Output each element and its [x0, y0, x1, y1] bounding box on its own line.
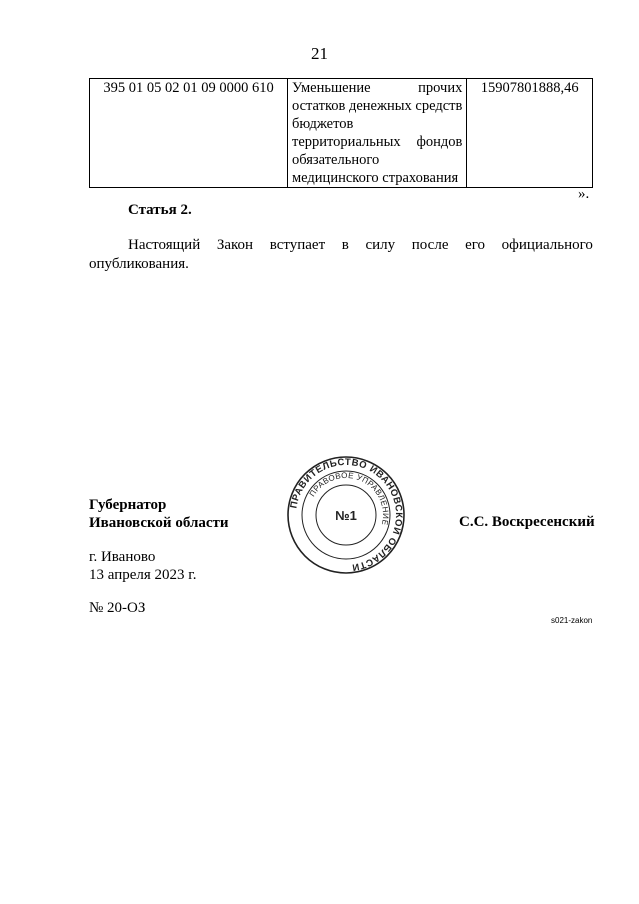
article-heading: Статья 2. — [128, 202, 192, 218]
place-and-date — [89, 548, 197, 584]
name-word: Уменьшение — [292, 80, 371, 96]
stamp-outer-text: ПРАВИТЕЛЬСТВО ИВАНОВСКОЙ ОБЛАСТИ — [288, 456, 405, 573]
name-line: медицинского страхования — [292, 170, 459, 186]
closing-quote: ». — [578, 186, 590, 202]
page-number: 21 — [311, 44, 328, 63]
article-word: вступает — [269, 237, 326, 253]
name-line: бюджетов — [292, 116, 354, 132]
article-line-1 — [89, 236, 593, 255]
governor-title — [89, 496, 229, 532]
stamp-center-number: №1 — [335, 508, 357, 523]
budget-code-cell: 395 01 05 02 01 09 0000 610 — [90, 79, 288, 188]
article-text — [89, 236, 593, 274]
article-word: Закон — [216, 237, 254, 253]
governor-title-line: Губернатор — [89, 497, 167, 513]
name-line — [292, 79, 462, 97]
governor-title-line: Ивановской области — [89, 515, 229, 531]
name-line — [292, 133, 462, 151]
budget-name-cell — [288, 79, 467, 188]
article-word: Настоящий — [128, 237, 201, 253]
article-word: официального — [501, 237, 593, 253]
budget-sources-table — [89, 78, 593, 188]
name-word: прочих — [418, 80, 463, 96]
article-line-2: опубликования. — [89, 256, 189, 272]
place: г. Иваново — [89, 549, 156, 565]
article-word: после — [411, 237, 449, 253]
table-row — [90, 79, 593, 188]
governor-name: С.С. Воскресенский — [459, 514, 595, 530]
name-line: остатков денежных средств — [292, 98, 463, 114]
article-word: в — [341, 237, 349, 253]
date: 13 апреля 2023 г. — [89, 567, 197, 583]
name-line: обязательного — [292, 152, 380, 168]
amount-cell: 15907801888,46 — [467, 79, 593, 188]
law-number: № 20-ОЗ — [89, 600, 146, 616]
article-word: силу — [365, 237, 396, 253]
name-word: фондов — [416, 134, 463, 150]
article-word: его — [465, 237, 486, 253]
stamp-inner-text: ПРАВОВОЕ УПРАВЛЕНИЕ — [307, 470, 391, 527]
document-code: s021-zakon — [551, 616, 593, 625]
name-word: территориальных — [292, 134, 401, 150]
official-stamp — [286, 455, 406, 575]
